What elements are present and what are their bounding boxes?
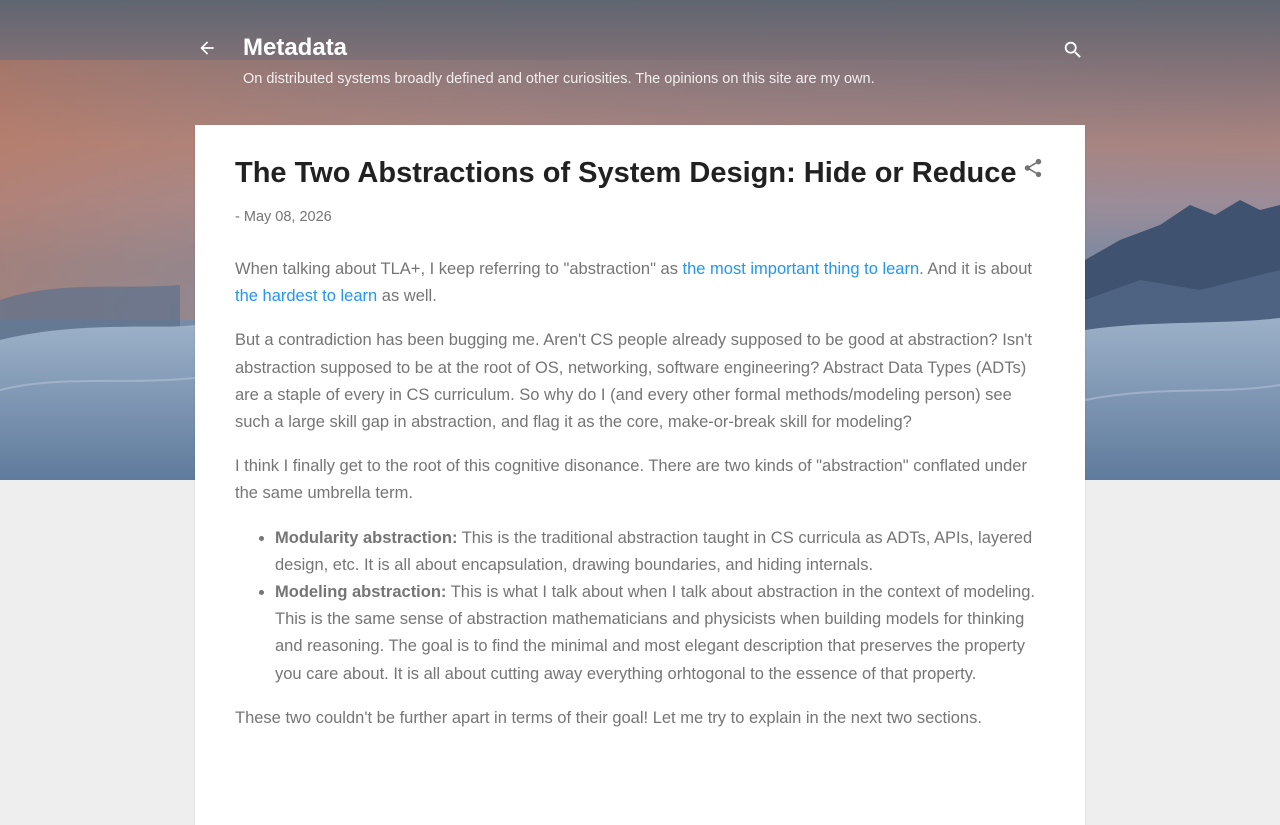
search-button[interactable] [1061,36,1085,64]
post-date [235,207,332,227]
list-item-term: Modularity abstraction: [275,528,458,547]
paragraph-text: as well. [377,287,437,306]
link-hardest-to-learn[interactable]: the hardest to learn [235,287,378,306]
list-item [275,579,1047,688]
paragraph-text: When talking about TLA+, I keep referring to "abstraction" as [235,260,683,278]
list-item-term: Modeling abstraction: [275,583,447,602]
post-title: The Two Abstractions of System Design: Hide or Reduce [235,157,1017,189]
post-card [195,125,1085,825]
back-button[interactable] [195,32,219,64]
share-icon [1022,157,1044,179]
blog-title[interactable]: Metadata [243,34,348,61]
date-prefix: - [235,209,244,225]
paragraph-1 [235,256,1047,310]
list-item-text: This is the traditional abstraction taught in CS curricula as ADTs, APIs, layered design, etc. It is all about encapsulation, drawing boundaries, and hiding internals. [275,528,1033,574]
search-icon [1062,39,1084,61]
post-body [235,256,1047,749]
paragraph-3: I think I finally get to the root of this cognitive disonance. There are two kinds of "abstraction" conflated under the same umbrella term. [235,457,1027,503]
link-most-important-thing[interactable]: the most important thing to learn [682,260,920,278]
paragraph-text: . And it is about [919,260,1032,278]
post-date-link[interactable]: May 08, 2026 [243,209,332,225]
abstraction-list [235,525,1047,688]
paragraph-2: But a contradiction has been bugging me. Aren't CS people already supposed to be good at abstraction? Isn't abstraction supposed to be at the root of OS, networking, software engineering? Abstract Data Types (ADTs) are a staple of every in CS curriculum. So why do I (and every other formal methods/modeling person) see such a large skill gap in abstraction, and flag it as the core, make-or-break skill for modeling? [235,331,1033,432]
arrow-back-icon [197,38,217,58]
list-item-text: This is what I talk about when I talk about abstraction in the context of modeling. This is the same sense of abstraction mathematicians and physicists when building models for thinking and reasoning. The goal is to find the minimal and most elegant description that preserves the property you care about. It is all about cutting away everything orhtogonal to the essence of that property. [275,583,1035,683]
list-item [275,525,1047,579]
share-button[interactable] [1021,155,1045,181]
blog-header [195,0,1085,125]
blog-description: On distributed systems broadly defined and other curiosities. The opinions on this site are my own. [243,71,875,87]
paragraph-4: These two couldn't be further apart in terms of their goal! Let me try to explain in the next two sections. [235,708,982,727]
